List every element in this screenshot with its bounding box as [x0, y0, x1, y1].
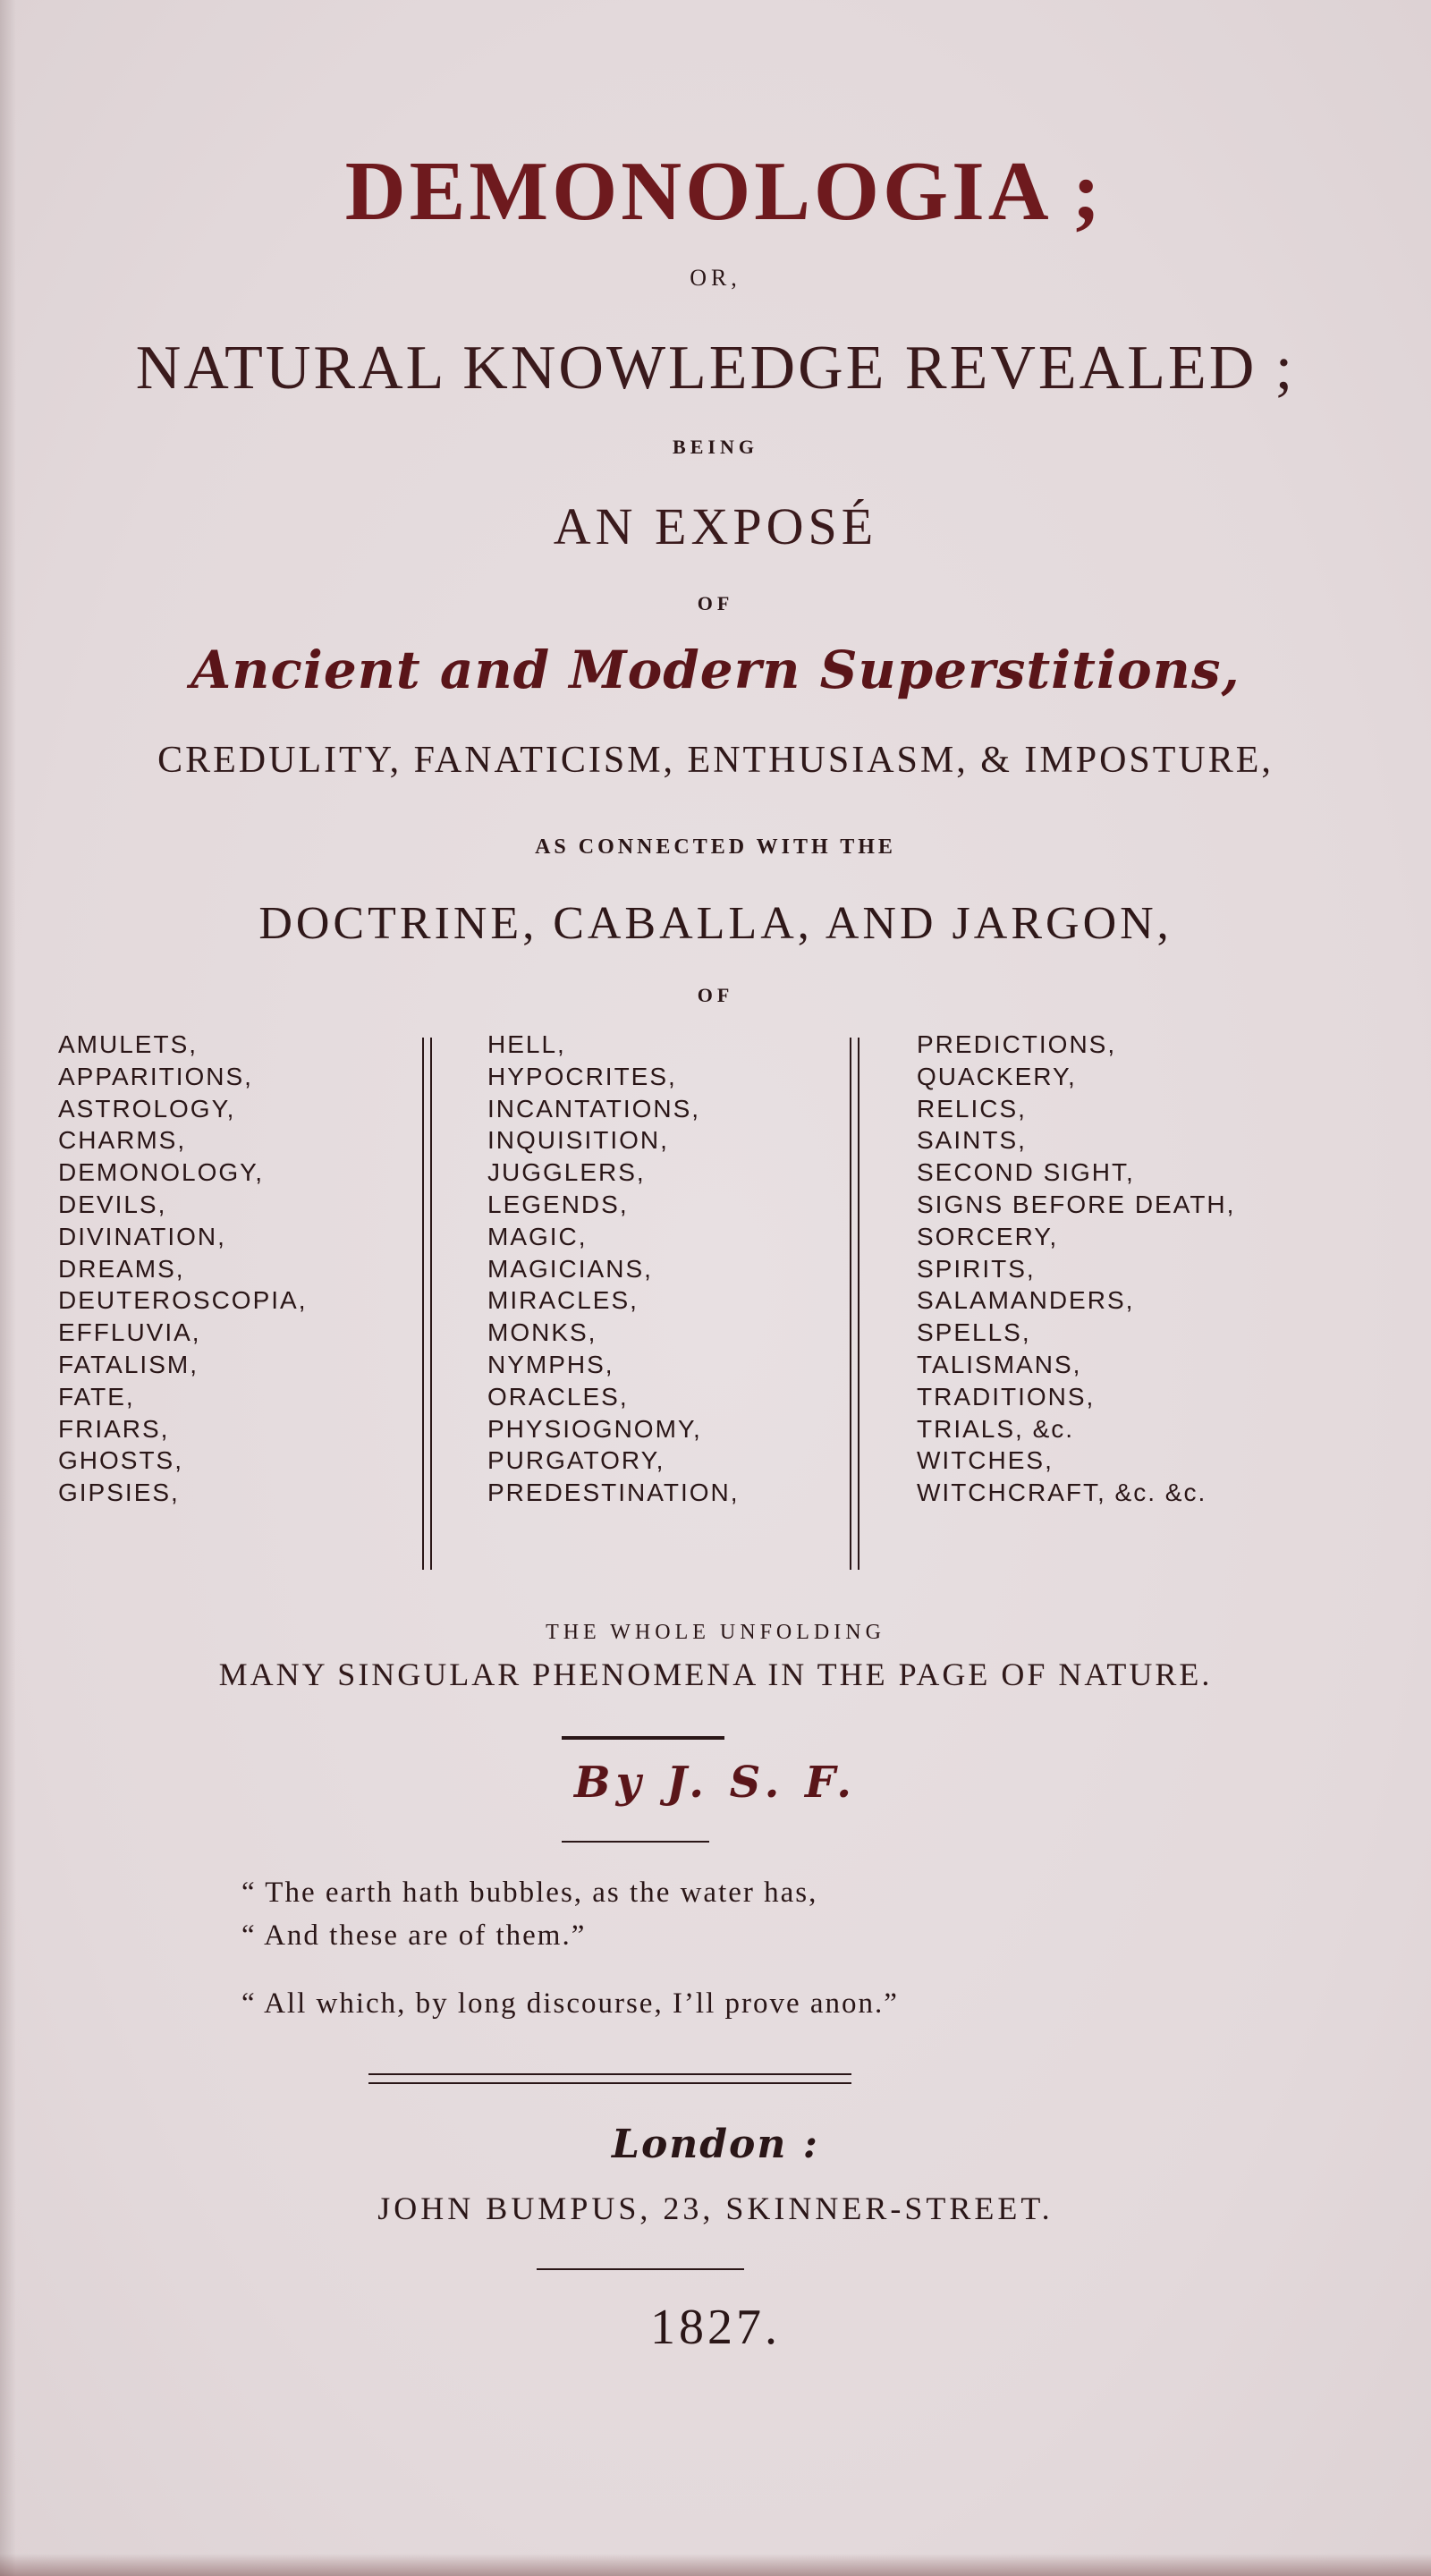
epigraph-line-2: “ And these are of them.”: [241, 1919, 587, 1952]
topic-item: DEVILS,: [58, 1190, 167, 1218]
topics-column-2: [487, 1029, 740, 1509]
topic-item: DIVINATION,: [58, 1222, 226, 1250]
page-bottom-shadow: [0, 2554, 1431, 2576]
column-divider: [422, 1038, 432, 1570]
topic-item: INCANTATIONS,: [487, 1094, 701, 1123]
topic-item: SPELLS,: [917, 1318, 1031, 1347]
credulity-line: CREDULITY, FANATICISM, ENTHUSIASM, & IMPOSTURE,: [157, 740, 1274, 781]
epigraph-line-1: “ The earth hath bubbles, as the water has,: [241, 1877, 818, 1909]
topic-item: TALISMANS,: [917, 1350, 1082, 1378]
imprint-place: London :: [612, 2122, 819, 2167]
topic-item: AMULETS,: [58, 1030, 199, 1058]
topic-item: RELICS,: [917, 1094, 1027, 1123]
column-divider: [850, 1038, 859, 1570]
expose-line: AN EXPOSÉ: [553, 497, 878, 555]
topic-item: DEMONOLOGY,: [58, 1158, 264, 1187]
topic-item: PURGATORY,: [487, 1446, 665, 1475]
topic-item: SAINTS,: [917, 1126, 1027, 1155]
topic-item: DEUTEROSCOPIA,: [58, 1286, 308, 1315]
topic-item: GHOSTS,: [58, 1446, 184, 1475]
doctrine-line: DOCTRINE, CABALLA, AND JARGON,: [258, 898, 1173, 949]
connected-line: AS CONNECTED WITH THE: [535, 835, 896, 859]
topic-item: PREDESTINATION,: [487, 1479, 740, 1507]
topic-item: JUGGLERS,: [487, 1158, 646, 1187]
topic-item: MAGICIANS,: [487, 1254, 653, 1283]
topic-item: INQUISITION,: [487, 1126, 669, 1155]
topic-item: SIGNS BEFORE DEATH,: [917, 1190, 1236, 1218]
topic-item: SECOND SIGHT,: [917, 1158, 1135, 1187]
many-phenomena-line: MANY SINGULAR PHENOMENA IN THE PAGE OF NATURE.: [218, 1657, 1213, 1692]
imprint-year: 1827.: [650, 2300, 781, 2355]
topic-item: PREDICTIONS,: [917, 1030, 1117, 1058]
topic-item: APPARITIONS,: [58, 1062, 253, 1090]
topics-columns: [58, 1029, 1355, 1565]
divider-rule: [562, 1841, 709, 1843]
topic-item: EFFLUVIA,: [58, 1318, 201, 1347]
topic-item: FATE,: [58, 1382, 135, 1411]
topic-item: HYPOCRITES,: [487, 1062, 677, 1090]
topic-item: HELL,: [487, 1030, 566, 1058]
topic-item: SPIRITS,: [917, 1254, 1036, 1283]
topic-item: MAGIC,: [487, 1222, 588, 1250]
topic-item: LEGENDS,: [487, 1190, 629, 1218]
whole-unfolding-line: THE WHOLE UNFOLDING: [546, 1621, 885, 1644]
subtitle: NATURAL KNOWLEDGE REVEALED ;: [135, 334, 1296, 402]
topic-item: TRIALS, &c.: [917, 1414, 1075, 1443]
topic-item: QUACKERY,: [917, 1062, 1077, 1090]
book-title: DEMONOLOGIA ;: [344, 145, 1105, 238]
or-line: OR,: [690, 265, 741, 291]
topic-item: WITCHCRAFT, &c. &c.: [917, 1479, 1207, 1507]
topic-item: SALAMANDERS,: [917, 1286, 1135, 1315]
topic-item: TRADITIONS,: [917, 1382, 1096, 1411]
being-line: BEING: [673, 436, 758, 458]
topics-column-1: [58, 1029, 307, 1509]
double-rule-bottom: [368, 2082, 851, 2084]
topic-item: NYMPHS,: [487, 1350, 614, 1378]
topic-item: MONKS,: [487, 1318, 597, 1347]
topic-item: CHARMS,: [58, 1126, 187, 1155]
epigraph-line-3: “ All which, by long discourse, I’ll prove anon.”: [241, 1987, 899, 2020]
ancient-modern-superstitions: Ancient and Modern Superstitions,: [191, 640, 1240, 700]
topics-column-3: [917, 1029, 1235, 1509]
topic-item: MIRACLES,: [487, 1286, 639, 1315]
page-edge-shadow: [0, 0, 16, 2576]
topic-item: SORCERY,: [917, 1222, 1059, 1250]
topic-item: FRIARS,: [58, 1414, 170, 1443]
topic-item: PHYSIOGNOMY,: [487, 1414, 702, 1443]
divider-rule: [562, 1736, 724, 1740]
topic-item: DREAMS,: [58, 1254, 185, 1283]
author-byline: By J. S. F.: [574, 1758, 857, 1808]
of-line-1: OF: [697, 592, 734, 614]
of-line-2: OF: [697, 984, 734, 1006]
topic-item: GIPSIES,: [58, 1479, 180, 1507]
double-rule-top: [368, 2073, 851, 2075]
topic-item: ASTROLOGY,: [58, 1094, 236, 1123]
topic-item: ORACLES,: [487, 1382, 629, 1411]
topic-item: FATALISM,: [58, 1350, 199, 1378]
imprint-publisher: JOHN BUMPUS, 23, SKINNER-STREET.: [377, 2190, 1054, 2226]
divider-rule: [537, 2268, 744, 2270]
topic-item: WITCHES,: [917, 1446, 1054, 1475]
